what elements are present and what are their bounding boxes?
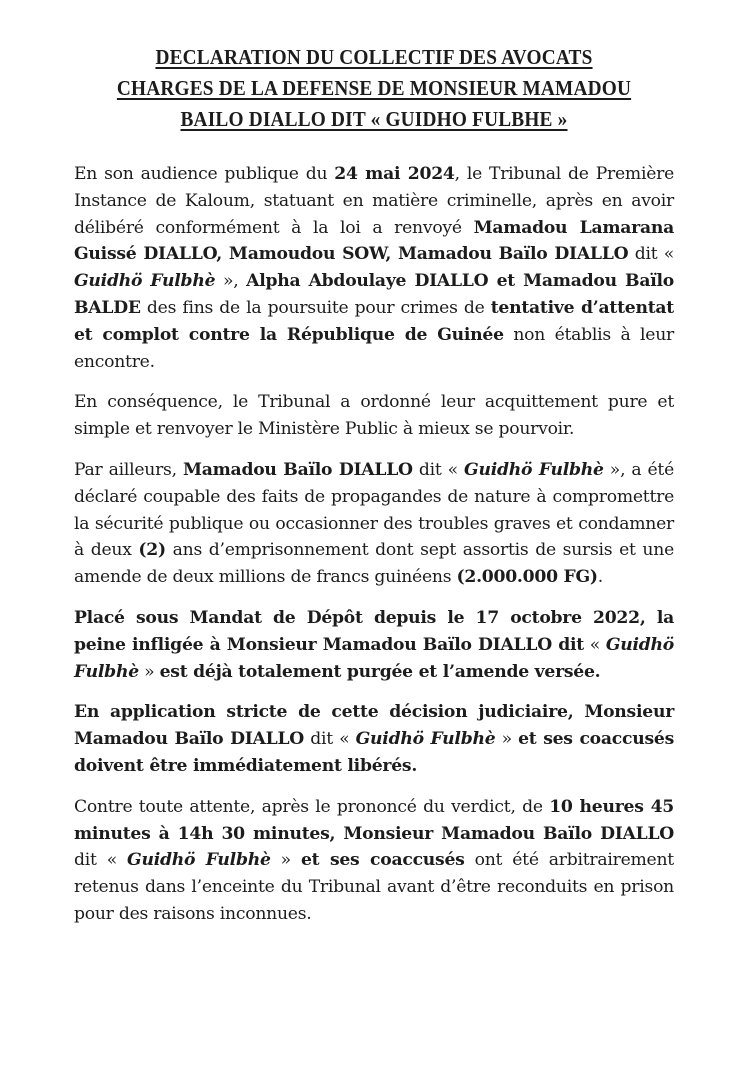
bold-text: est déjà totalement purgée et l’amende versée. [159, 661, 601, 682]
text: dit « [304, 729, 356, 750]
text: » [495, 729, 519, 750]
fine-amount: (2.000.000 FG) [456, 567, 598, 588]
sentence-years: (2) [138, 540, 166, 561]
text: ans d’emprisonnement dont sept assortis de sursis et une amende de deux millions de francs guinéens [74, 540, 674, 588]
paragraph-detention [74, 794, 674, 928]
bold-text: et ses coaccusés [301, 850, 465, 871]
text: En conséquence, le Tribunal a ordonné leur acquittement pure et simple et renvoyer le Ministère Public à mieux se pourvoir. [74, 392, 674, 440]
bold-text: Placé sous Mandat de Dépôt depuis le 17 octobre 2022, la peine infligée à Monsieur Mamadou Baïlo DIALLO dit [74, 607, 674, 655]
paragraph-release-demand [74, 699, 674, 779]
document-title [98, 42, 650, 135]
text: dit « [412, 459, 465, 480]
text: Par ailleurs, [74, 459, 183, 480]
text: . [597, 567, 604, 588]
text: Contre toute attente, après le prononcé du verdict, de [74, 796, 550, 817]
text: « [583, 634, 606, 655]
nickname: Guidhö Fulbhè [464, 459, 604, 480]
charges: tentative d’attentat et complot contre la République de Guinée [74, 297, 674, 345]
title-line-3: BAILO DIALLO DIT « GUIDHO FULBHE » [180, 107, 568, 131]
text: des fins de la poursuite pour crimes de [140, 297, 491, 318]
text: », [215, 271, 247, 292]
text: non établis à leur encontre. [74, 324, 674, 372]
bold-text: et ses coaccusés doivent être immédiatement libérés. [74, 729, 674, 776]
paragraph-sentence-served [74, 605, 674, 685]
nickname: Guidhö Fulbhè [74, 634, 674, 682]
paragraph-acquittal [74, 389, 674, 443]
paragraph-verdict [74, 161, 674, 375]
title-line-1: DECLARATION DU COLLECTIF DES AVOCATS [155, 45, 593, 69]
defendant-name: Mamadou Baïlo DIALLO [182, 459, 413, 480]
text: » [138, 661, 160, 682]
text: dit « [74, 850, 128, 871]
nickname: Guidhö Fulbhè [127, 850, 271, 871]
hearing-date: 24 mai 2024 [334, 164, 455, 184]
bold-text: En application stricte de cette décision judiciaire, Monsieur Mamadou Baïlo DIALLO [74, 702, 674, 750]
text: , le Tribunal de Première Instance de Kaloum, statuant en matière criminelle, après en avoir délibéré conformément à la loi a renvoyé [74, 164, 674, 238]
title-line-2: CHARGES DE LA DEFENSE DE MONSIEUR MAMADOU [116, 76, 632, 100]
time-range: 10 heures 45 minutes à 14h 30 minutes, Monsieur Mamadou Baïlo DIALLO [74, 796, 674, 844]
text: ont été arbitrairement retenus dans l’enceinte du Tribunal avant d’être reconduits en prison pour des raisons inconnues. [74, 850, 674, 924]
nickname: Guidhö Fulbhè [74, 271, 216, 292]
paragraph-conviction [74, 457, 674, 591]
defendant-names: Alpha Abdoulaye DIALLO et Mamadou Baïlo BALDE [74, 271, 674, 318]
defendant-names: Mamadou Lamarana Guissé DIALLO, Mamoudou SOW, Mamadou Baïlo DIALLO [74, 217, 674, 265]
text: En son audience publique du [74, 164, 335, 184]
nickname: Guidhö Fulbhè [355, 729, 496, 750]
text: », a été déclaré coupable des faits de propagandes de nature à compromettre la sécurité publique ou occasionner des troubles graves et condamner à deux [74, 459, 674, 561]
text: dit « [628, 244, 674, 265]
text: » [270, 850, 301, 871]
